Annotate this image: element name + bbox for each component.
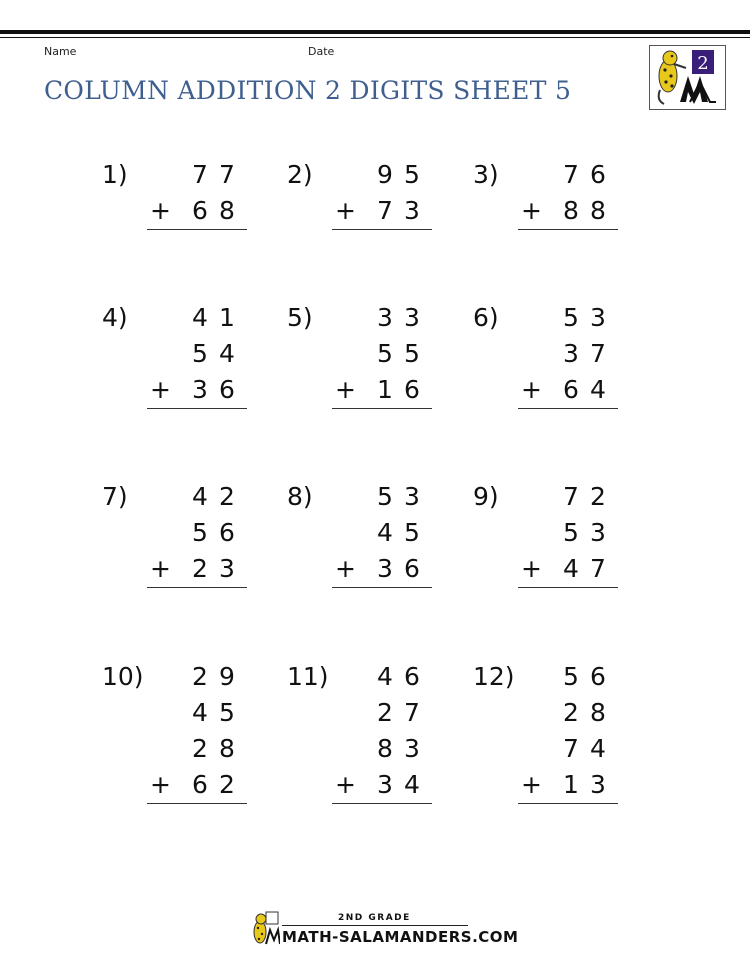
ones-digit: 6 (590, 160, 606, 189)
addend-row (287, 695, 437, 731)
tens-digit: 4 (377, 662, 393, 691)
addend-row-last (473, 372, 623, 408)
name-label: Name (44, 45, 77, 58)
addend-row (102, 515, 252, 551)
addend-row (473, 300, 623, 336)
plus-sign: + (150, 770, 171, 799)
addend-row (287, 659, 437, 695)
tens-digit: 3 (377, 303, 393, 332)
problem-number: 8) (287, 482, 313, 511)
ones-digit: 3 (219, 554, 235, 583)
ones-digit: 5 (404, 339, 420, 368)
tens-digit: 7 (563, 734, 579, 763)
tens-digit: 3 (377, 554, 393, 583)
problem-number: 3) (473, 160, 499, 189)
tens-digit: 2 (377, 698, 393, 727)
plus-sign: + (150, 554, 171, 583)
footer-grade: 2ND GRADE (338, 913, 411, 923)
footer-site: MATH-SALAMANDERS.COM (282, 928, 519, 946)
addend-row (102, 659, 252, 695)
ones-digit: 7 (590, 554, 606, 583)
addend-row-last (287, 193, 437, 229)
problem-7 (102, 479, 302, 597)
problem-6 (473, 300, 673, 418)
addend-row (102, 336, 252, 372)
tens-digit: 5 (563, 303, 579, 332)
ones-digit: 3 (590, 518, 606, 547)
ones-digit: 4 (590, 375, 606, 404)
addend-row-last (473, 767, 623, 803)
footer-logo (248, 910, 519, 948)
tens-digit: 4 (192, 698, 208, 727)
addend-row (102, 300, 252, 336)
answer-line (518, 408, 618, 409)
page-title: COLUMN ADDITION 2 DIGITS SHEET 5 (44, 76, 572, 105)
addend-row (287, 515, 437, 551)
tens-digit: 6 (192, 770, 208, 799)
ones-digit: 5 (404, 518, 420, 547)
answer-line (332, 803, 432, 804)
addend-row (287, 336, 437, 372)
tens-digit: 3 (192, 375, 208, 404)
addend-row (287, 157, 437, 193)
problem-number: 11) (287, 662, 329, 691)
problem-number: 12) (473, 662, 515, 691)
ones-digit: 3 (590, 303, 606, 332)
problem-number: 9) (473, 482, 499, 511)
tens-digit: 5 (377, 482, 393, 511)
date-label: Date (308, 45, 335, 58)
tens-digit: 7 (377, 196, 393, 225)
plus-sign: + (150, 375, 171, 404)
ones-digit: 5 (404, 160, 420, 189)
ones-digit: 8 (219, 734, 235, 763)
plus-sign: + (335, 375, 356, 404)
addend-row-last (102, 767, 252, 803)
ones-digit: 3 (404, 734, 420, 763)
addend-row (102, 479, 252, 515)
tens-digit: 5 (563, 518, 579, 547)
addend-row (287, 479, 437, 515)
problem-number: 10) (102, 662, 144, 691)
tens-digit: 8 (563, 196, 579, 225)
tens-digit: 9 (377, 160, 393, 189)
addend-row (287, 731, 437, 767)
ones-digit: 8 (590, 196, 606, 225)
ones-digit: 3 (404, 196, 420, 225)
problem-11 (287, 659, 487, 813)
addend-row-last (102, 193, 252, 229)
tens-digit: 2 (563, 698, 579, 727)
ones-digit: 6 (219, 518, 235, 547)
plus-sign: + (335, 554, 356, 583)
ones-digit: 7 (404, 698, 420, 727)
plus-sign: + (521, 554, 542, 583)
problem-3 (473, 157, 673, 239)
answer-line (147, 229, 247, 230)
problem-12 (473, 659, 673, 813)
ones-digit: 4 (404, 770, 420, 799)
problem-1 (102, 157, 302, 239)
salamander-footer-icon (248, 910, 280, 948)
ones-digit: 3 (404, 303, 420, 332)
ones-digit: 8 (590, 698, 606, 727)
answer-line (518, 803, 618, 804)
addend-row (473, 731, 623, 767)
tens-digit: 3 (563, 339, 579, 368)
plus-sign: + (521, 770, 542, 799)
answer-line (518, 587, 618, 588)
addend-row (473, 515, 623, 551)
ones-digit: 2 (219, 770, 235, 799)
ones-digit: 7 (590, 339, 606, 368)
tens-digit: 4 (563, 554, 579, 583)
ones-digit: 7 (219, 160, 235, 189)
tens-digit: 1 (563, 770, 579, 799)
problem-4 (102, 300, 302, 418)
logo-digit: 2 (697, 53, 709, 74)
addend-row-last (287, 551, 437, 587)
tens-digit: 2 (192, 734, 208, 763)
answer-line (332, 408, 432, 409)
addend-row-last (287, 372, 437, 408)
problem-number: 4) (102, 303, 128, 332)
ones-digit: 6 (404, 554, 420, 583)
ones-digit: 1 (219, 303, 235, 332)
answer-line (518, 229, 618, 230)
ones-digit: 6 (219, 375, 235, 404)
problem-9 (473, 479, 673, 597)
ones-digit: 5 (219, 698, 235, 727)
addend-row (473, 659, 623, 695)
ones-digit: 4 (219, 339, 235, 368)
ones-digit: 8 (219, 196, 235, 225)
tens-digit: 5 (563, 662, 579, 691)
tens-digit: 6 (192, 196, 208, 225)
addend-row (102, 731, 252, 767)
addend-row-last (102, 551, 252, 587)
problem-8 (287, 479, 487, 597)
addend-row-last (473, 551, 623, 587)
addend-row-last (102, 372, 252, 408)
answer-line (147, 408, 247, 409)
ones-digit: 3 (404, 482, 420, 511)
tens-digit: 8 (377, 734, 393, 763)
addend-row (102, 695, 252, 731)
tens-digit: 4 (192, 482, 208, 511)
tens-digit: 1 (377, 375, 393, 404)
ones-digit: 3 (590, 770, 606, 799)
answer-line (332, 229, 432, 230)
addend-row (473, 479, 623, 515)
problem-number: 1) (102, 160, 128, 189)
addend-row (102, 157, 252, 193)
addend-row (473, 157, 623, 193)
tens-digit: 4 (377, 518, 393, 547)
addend-row (473, 695, 623, 731)
tens-digit: 5 (192, 518, 208, 547)
problem-number: 6) (473, 303, 499, 332)
tens-digit: 2 (192, 662, 208, 691)
tens-digit: 7 (563, 482, 579, 511)
ones-digit: 6 (404, 375, 420, 404)
problem-5 (287, 300, 487, 418)
addend-row-last (473, 193, 623, 229)
tens-digit: 5 (377, 339, 393, 368)
ones-digit: 6 (590, 662, 606, 691)
addend-row-last (287, 767, 437, 803)
plus-sign: + (150, 196, 171, 225)
ones-digit: 6 (404, 662, 420, 691)
plus-sign: + (521, 375, 542, 404)
problem-number: 5) (287, 303, 313, 332)
footer-divider (282, 925, 468, 926)
problem-2 (287, 157, 487, 239)
addend-row (287, 300, 437, 336)
tens-digit: 6 (563, 375, 579, 404)
ones-digit: 9 (219, 662, 235, 691)
plus-sign: + (335, 196, 356, 225)
tens-digit: 7 (192, 160, 208, 189)
tens-digit: 3 (377, 770, 393, 799)
ones-digit: 2 (219, 482, 235, 511)
answer-line (332, 587, 432, 588)
ones-digit: 2 (590, 482, 606, 511)
tens-digit: 7 (563, 160, 579, 189)
problem-10 (102, 659, 302, 813)
addend-row (473, 336, 623, 372)
problem-number: 2) (287, 160, 313, 189)
answer-line (147, 803, 247, 804)
plus-sign: + (335, 770, 356, 799)
tens-digit: 5 (192, 339, 208, 368)
problem-number: 7) (102, 482, 128, 511)
plus-sign: + (521, 196, 542, 225)
tens-digit: 2 (192, 554, 208, 583)
ones-digit: 4 (590, 734, 606, 763)
answer-line (147, 587, 247, 588)
tens-digit: 4 (192, 303, 208, 332)
